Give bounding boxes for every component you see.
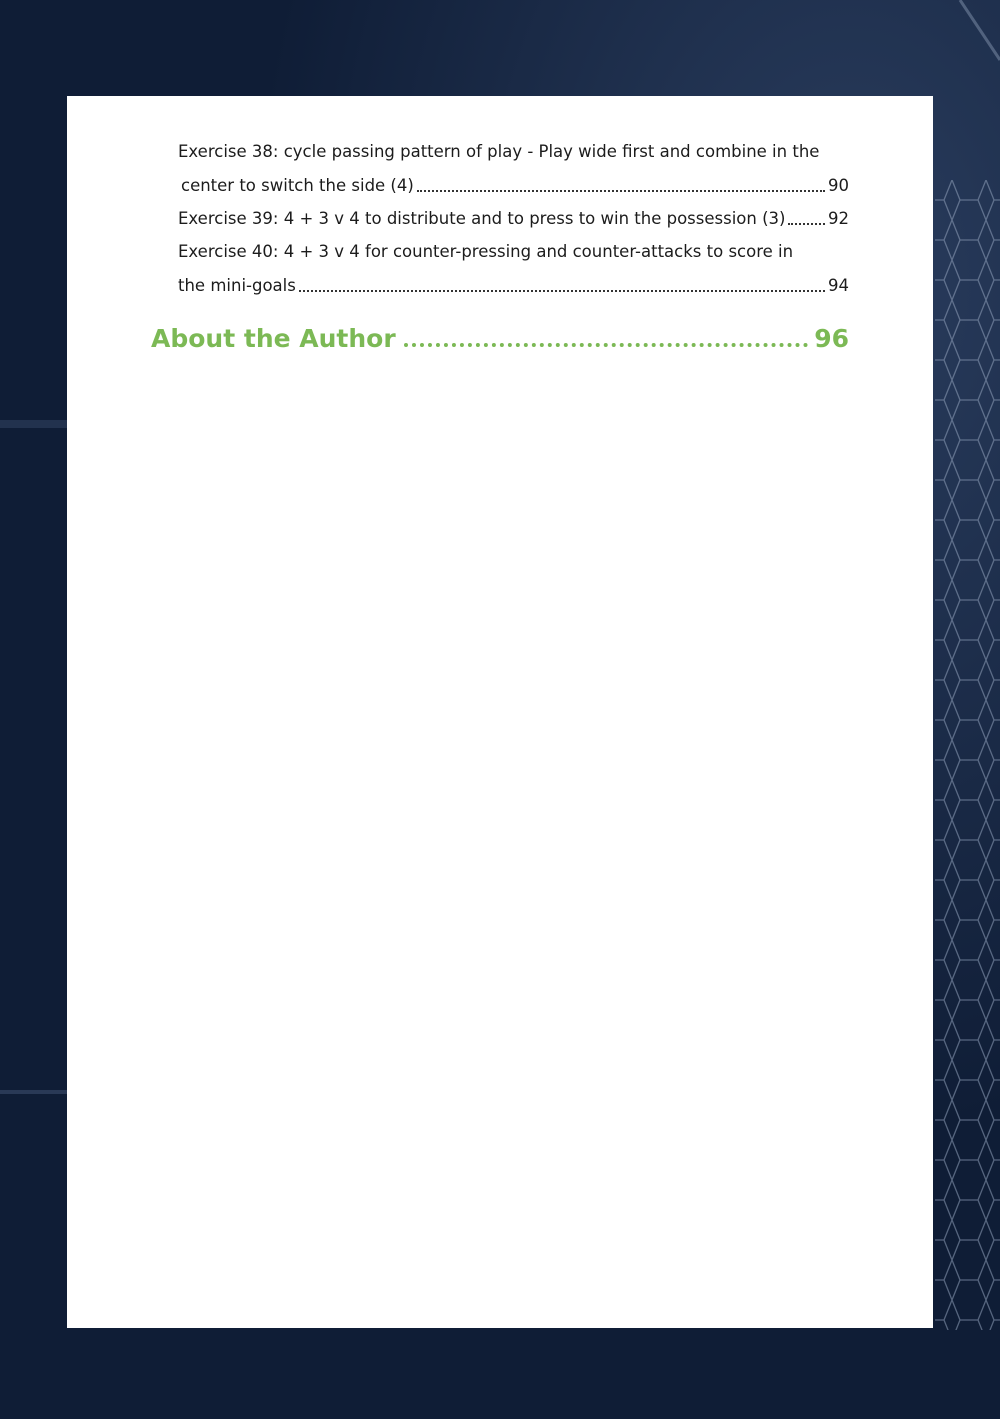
document-page: [67, 96, 933, 1328]
dot-leader: [299, 290, 825, 292]
toc-entry-40-line2: the mini-goals: [178, 276, 296, 295]
toc-entry-39[interactable]: [178, 209, 849, 229]
toc-entry-40-page: 94: [828, 276, 849, 295]
toc-entry-39-page: 92: [828, 209, 849, 228]
chapter-title: About the Author: [151, 324, 396, 353]
toc-entry-38-page: 90: [828, 176, 849, 195]
dot-leader: [404, 343, 809, 347]
dot-leader: [788, 223, 825, 225]
toc-entry-38-line1: Exercise 38: cycle passing pattern of play - Play wide first and combine in the: [178, 142, 820, 161]
chapter-page: 96: [814, 324, 849, 353]
dot-leader: [417, 190, 825, 192]
toc-entry-38-line2: center to switch the side (4): [181, 176, 414, 195]
toc-entry-39-label: Exercise 39: 4 + 3 v 4 to distribute and to press to win the possession (3): [178, 209, 786, 228]
toc-entry-40-line1: Exercise 40: 4 + 3 v 4 for counter-pressing and counter-attacks to score in: [178, 242, 794, 261]
toc-chapter-about-author[interactable]: [151, 324, 849, 354]
toc-entry-38[interactable]: [181, 176, 849, 196]
toc-entry-40[interactable]: [178, 276, 849, 296]
